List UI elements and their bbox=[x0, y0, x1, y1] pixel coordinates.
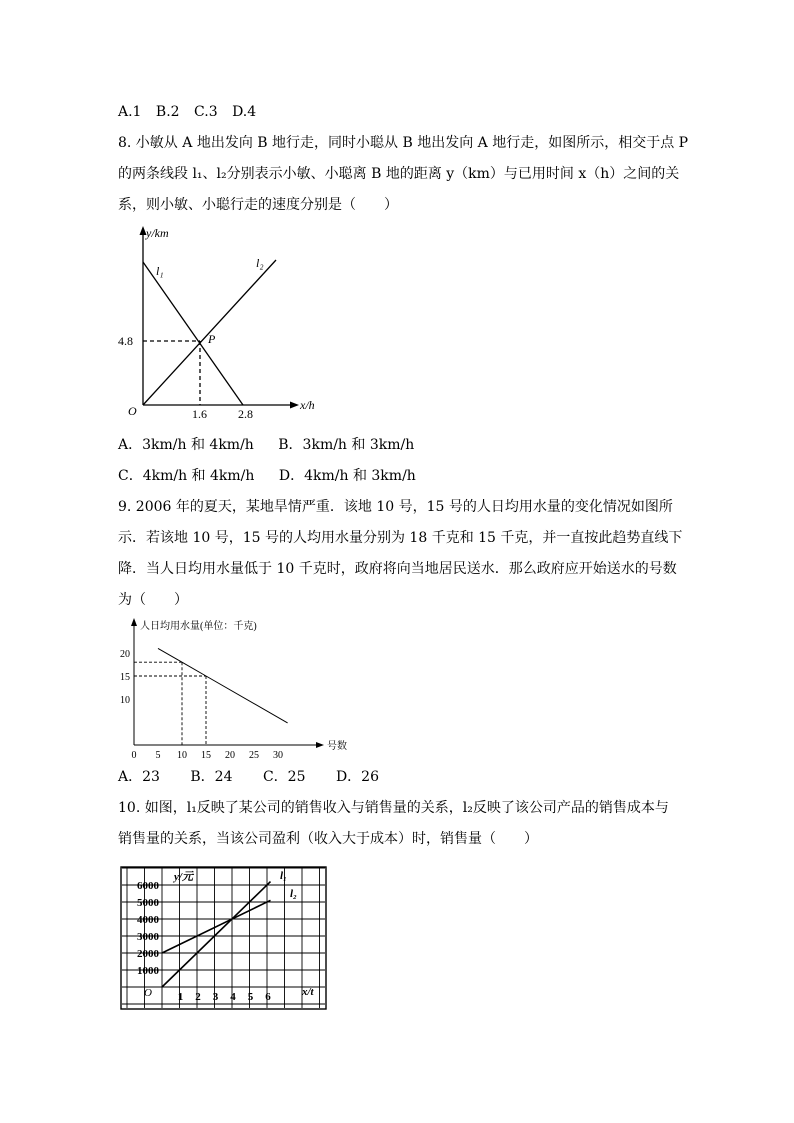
q8-option-d[interactable]: D．4km/h 和 3km/h bbox=[278, 468, 416, 484]
q9-x-arrow bbox=[316, 742, 324, 748]
q9-option-a[interactable]: A．23 bbox=[118, 769, 160, 785]
q8-x-axis-label: x/h bbox=[300, 398, 315, 412]
q7-option-c[interactable]: C.3 bbox=[194, 104, 218, 120]
q8-l2-label: l₂ bbox=[256, 256, 264, 270]
q8-text-line-3: 系，则小敏、小聪行走的速度分别是（ ） bbox=[118, 197, 398, 213]
q7-options bbox=[118, 102, 256, 122]
q8-l1-label: l₁ bbox=[156, 264, 164, 278]
q10-l2-label: l₂ bbox=[290, 888, 297, 900]
q9-option-c[interactable]: C．25 bbox=[262, 769, 306, 785]
q8-options-row-2 bbox=[118, 466, 416, 486]
q9-x-tick-25: 25 bbox=[249, 750, 259, 761]
q10-figure bbox=[120, 866, 332, 1014]
q9-x-tick-30: 30 bbox=[273, 750, 283, 761]
q8-option-a[interactable]: A．3km/h 和 4km/h bbox=[118, 437, 254, 453]
q8-x-tick-1-6: 1.6 bbox=[192, 407, 207, 421]
q10-l1-label: l₁ bbox=[280, 870, 287, 882]
q9-y-tick-15: 15 bbox=[120, 672, 130, 683]
q10-y-tick-3000: 3000 bbox=[137, 931, 159, 943]
q9-y-tick-10: 10 bbox=[120, 695, 130, 706]
q10-x-tick-6: 6 bbox=[265, 991, 271, 1003]
q10-text-line-2: 销售量的关系，当该公司盈利（收入大于成本）时，销售量（ ） bbox=[118, 831, 538, 847]
q10-y-tick-4000: 4000 bbox=[137, 914, 159, 926]
q8-x-tick-2-8: 2.8 bbox=[238, 407, 253, 421]
q10-line-l1 bbox=[162, 882, 271, 987]
q8-figure bbox=[110, 222, 330, 422]
q10-x-axis-label: x/t bbox=[302, 986, 314, 998]
q9-option-d[interactable]: D．26 bbox=[335, 769, 379, 785]
q10-y-tick-2000: 2000 bbox=[137, 948, 159, 960]
q8-text-line-2: 的两条线段 l₁、l₂分别表示小敏、小聪离 B 地的距离 y（km）与已用时间 x（h）之间的关 bbox=[118, 166, 680, 182]
q7-option-b[interactable]: B.2 bbox=[155, 104, 180, 120]
q9-text-line-1: 9. 2006 年的夏天，某地旱情严重．该地 10 号，15 号的人日均用水量的变化情况如图所 bbox=[118, 499, 673, 515]
q10-x-tick-3: 3 bbox=[212, 991, 219, 1003]
q9-x-tick-15: 15 bbox=[201, 750, 211, 761]
q9-y-arrow bbox=[131, 618, 137, 626]
q10-line-l2 bbox=[162, 900, 271, 953]
q10-y-tick-1000: 1000 bbox=[137, 965, 159, 977]
q7-option-d[interactable]: D.4 bbox=[232, 104, 257, 120]
q9-x-tick-10: 10 bbox=[177, 750, 187, 761]
q8-option-c[interactable]: C．4km/h 和 4km/h bbox=[118, 468, 255, 484]
q8-point-p-label: P bbox=[208, 332, 216, 346]
q8-option-b[interactable]: B．3km/h 和 3km/h bbox=[278, 437, 415, 453]
q9-x-tick-20: 20 bbox=[225, 750, 235, 761]
q9-option-b[interactable]: B．24 bbox=[190, 769, 233, 785]
q9-x-tick-0: 0 bbox=[131, 750, 137, 761]
q9-x-tick-5: 5 bbox=[155, 750, 161, 761]
q10-origin-label: O bbox=[144, 987, 152, 999]
q10-y-tick-6000: 6000 bbox=[137, 880, 159, 892]
q10-x-tick-5: 5 bbox=[247, 991, 254, 1003]
q8-y-tick-4-8: 4.8 bbox=[118, 334, 133, 348]
q8-line-l1 bbox=[143, 262, 243, 405]
q9-series-line bbox=[158, 648, 288, 723]
q7-option-a[interactable]: A.1 bbox=[118, 104, 142, 120]
q8-x-arrow bbox=[290, 402, 299, 409]
q10-x-tick-4: 4 bbox=[230, 991, 236, 1003]
q10-text-line-1: 10. 如图，l₁反映了某公司的销售收入与销售量的关系，l₂反映了该公司产品的销售成本与 bbox=[118, 800, 669, 816]
q10-y-tick-5000: 5000 bbox=[137, 897, 159, 909]
q10-x-tick-2: 2 bbox=[195, 991, 201, 1003]
q9-options bbox=[118, 767, 379, 787]
q9-y-axis-label: 人日均用水量(单位：千克) bbox=[140, 621, 257, 632]
q8-origin-label: O bbox=[128, 404, 137, 418]
q8-text-line-1: 8. 小敏从 A 地出发向 B 地行走，同时小聪从 B 地出发向 A 地行走，如图所示，相交于点 P bbox=[118, 135, 689, 151]
q9-text-line-3: 降．当人日均用水量低于 10 千克时，政府将向当地居民送水．那么政府应开始送水的号数 bbox=[118, 561, 677, 577]
q9-chart bbox=[110, 614, 360, 764]
q9-x-axis-label: 号数 bbox=[327, 741, 347, 752]
q8-y-axis-label: y/km bbox=[146, 226, 169, 240]
q8-options-row-1 bbox=[118, 435, 414, 455]
q10-x-tick-1: 1 bbox=[177, 991, 184, 1003]
q9-y-tick-20: 20 bbox=[120, 649, 130, 660]
q9-text-line-2: 示．若该地 10 号，15 号的人均用水量分别为 18 千克和 15 千克，并一直按此趋势直线下 bbox=[118, 530, 683, 546]
q10-y-axis-label: y/元 bbox=[174, 871, 193, 883]
q9-text-line-4: 为（ ） bbox=[118, 592, 188, 608]
